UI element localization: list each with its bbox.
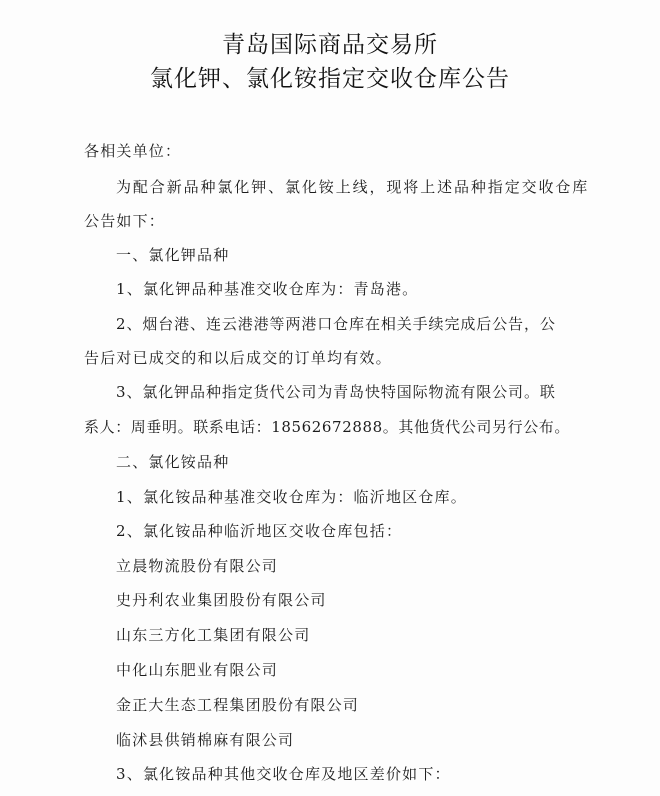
document-title-subject: 氯化钾、氯化铵指定交收仓库公告 — [150, 66, 510, 92]
section-1-item-2-line-2: 告后对已成交的和以后成交的订单均有效。 — [84, 349, 392, 367]
section-1-item-3-line-1: 3、氯化钾品种指定货代公司为青岛快特国际物流有限公司。联 — [116, 383, 556, 401]
warehouse-company: 山东三方化工集团有限公司 — [116, 626, 311, 644]
section-2-item-3: 3、氯化铵品种其他交收仓库及地区差价如下： — [116, 765, 451, 783]
warehouse-company: 临沭县供销棉麻有限公司 — [116, 731, 295, 749]
warehouse-company: 史丹利农业集团股份有限公司 — [116, 591, 327, 609]
section-2-item-2: 2、氯化铵品种临沂地区交收仓库包括： — [116, 522, 403, 540]
salutation: 各相关单位： — [84, 142, 182, 160]
section-1-heading: 一、氯化钾品种 — [116, 246, 230, 264]
warehouse-company: 中化山东肥业有限公司 — [116, 661, 279, 679]
intro-paragraph-line-1: 为配合新品种氯化钾、氯化铵上线，现将上述品种指定交收仓库 — [116, 178, 590, 196]
section-1-item-2-line-1: 2、烟台港、连云港港等两港口仓库在相关手续完成后公告，公 — [116, 315, 556, 333]
section-2-item-1: 1、氯化铵品种基准交收仓库为：临沂地区仓库。 — [116, 488, 467, 506]
warehouse-company: 金正大生态工程集团股份有限公司 — [116, 696, 360, 714]
section-1-item-3-line-2: 系人：周垂明。联系电话：18562672888。其他货代公司另行公布。 — [84, 418, 570, 436]
document-title-org: 青岛国际商品交易所 — [222, 32, 438, 58]
section-2-heading: 二、氯化铵品种 — [116, 453, 230, 471]
section-1-item-1: 1、氯化钾品种基准交收仓库为：青岛港。 — [116, 280, 419, 298]
intro-paragraph-line-2: 公告如下： — [84, 212, 166, 230]
warehouse-company: 立晨物流股份有限公司 — [116, 557, 279, 575]
